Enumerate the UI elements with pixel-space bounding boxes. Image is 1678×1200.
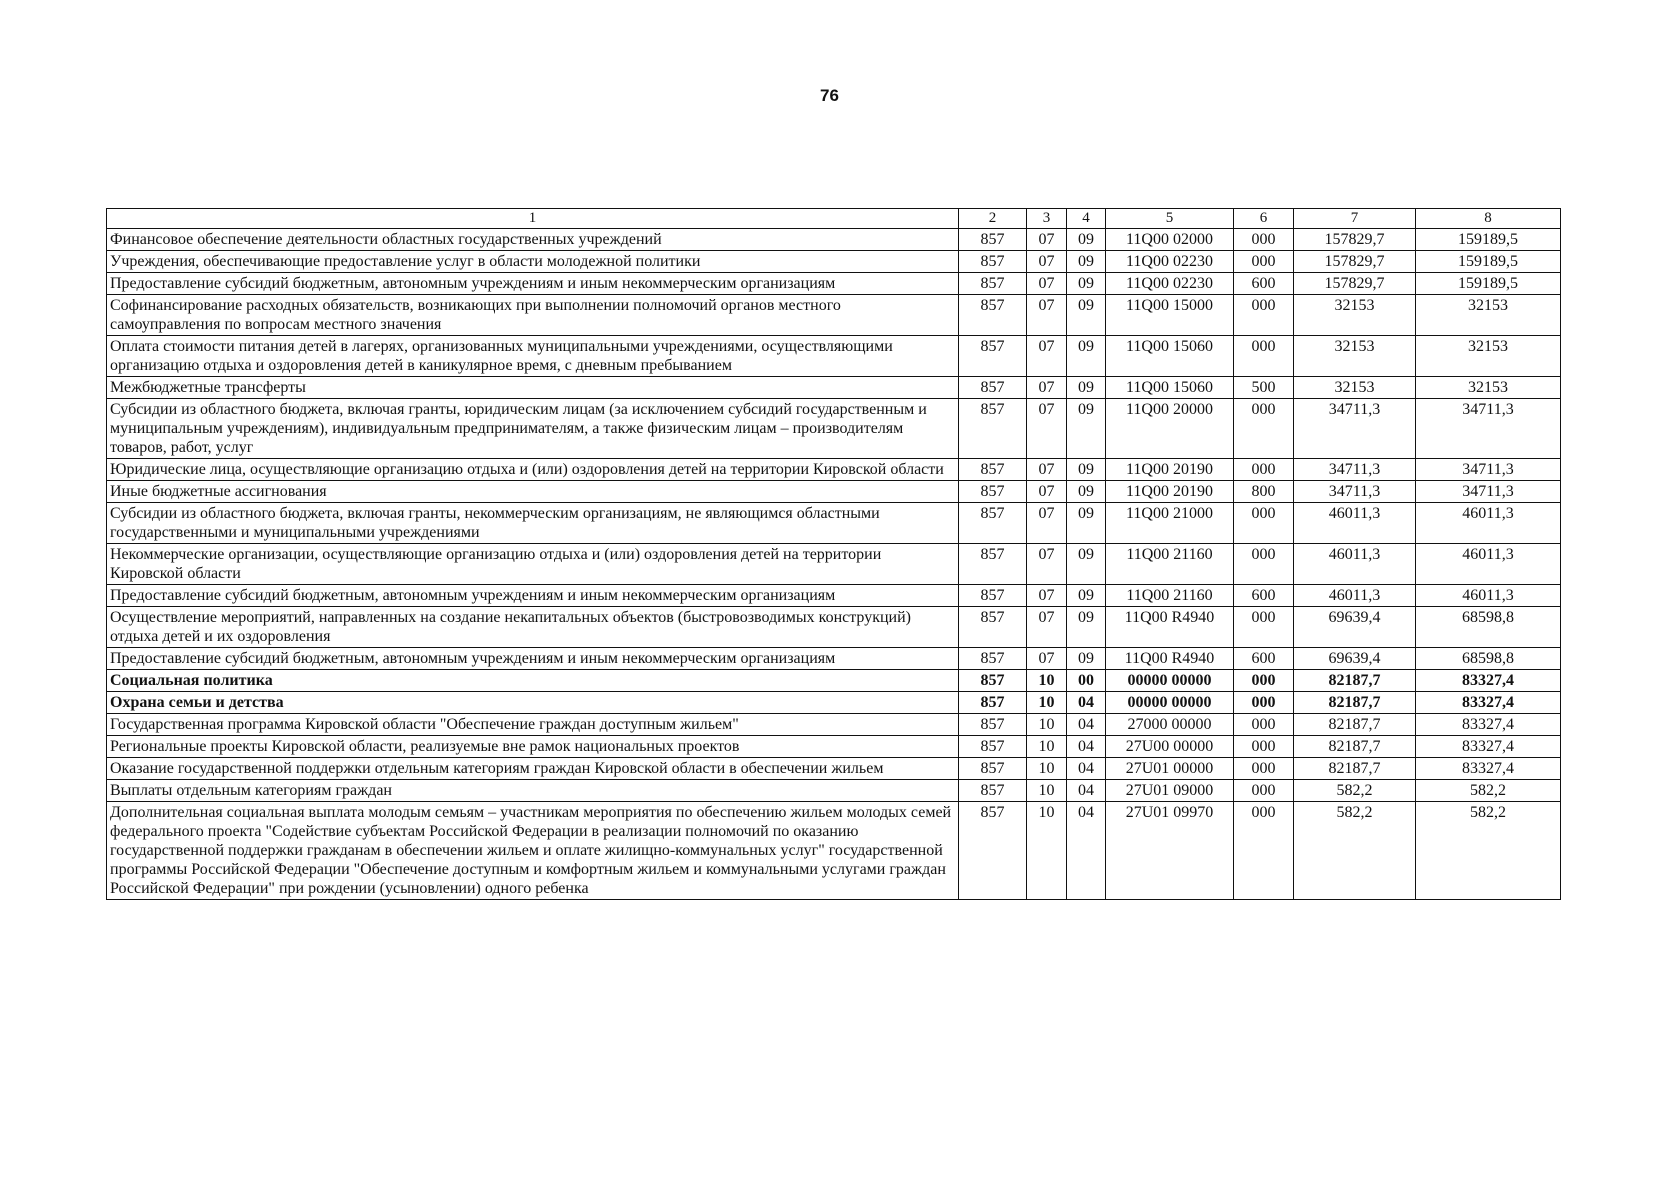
amount-year2-cell: 34711,3 [1416,399,1561,459]
row-name-cell: Субсидии из областного бюджета, включая гранты, юридическим лицам (за исключением субсидий государственным и муниципальным учреждениям), индивидуальным предпринимателям, а также физическим лицам – производителям товаров, работ, услуг [107,399,959,459]
target-article-cell: 11Q00 21160 [1106,544,1234,585]
amount-year2-cell: 83327,4 [1416,758,1561,780]
amount-year2-cell: 83327,4 [1416,714,1561,736]
subsection-cell: 04 [1067,692,1106,714]
expense-type-cell: 800 [1234,481,1294,503]
code-cell: 857 [959,714,1027,736]
section-cell: 07 [1027,377,1067,399]
subsection-cell: 09 [1067,273,1106,295]
section-cell: 10 [1027,736,1067,758]
header-cell: 1 [107,209,959,229]
section-cell: 07 [1027,295,1067,336]
target-article-cell: 00000 00000 [1106,692,1234,714]
section-cell: 07 [1027,273,1067,295]
amount-year2-cell: 68598,8 [1416,648,1561,670]
table-row [107,670,1561,692]
section-cell: 07 [1027,481,1067,503]
table-row [107,758,1561,780]
amount-year2-cell: 159189,5 [1416,251,1561,273]
code-cell: 857 [959,503,1027,544]
code-cell: 857 [959,736,1027,758]
subsection-cell: 09 [1067,481,1106,503]
amount-year2-cell: 32153 [1416,295,1561,336]
expense-type-cell: 000 [1234,503,1294,544]
expense-type-cell: 000 [1234,802,1294,900]
table-row [107,229,1561,251]
amount-year1-cell: 32153 [1294,336,1416,377]
amount-year1-cell: 46011,3 [1294,544,1416,585]
section-cell: 07 [1027,503,1067,544]
section-cell: 07 [1027,544,1067,585]
row-name-cell: Юридические лица, осуществляющие организацию отдыха и (или) оздоровления детей на территории Кировской области [107,459,959,481]
section-cell: 07 [1027,648,1067,670]
subsection-cell: 09 [1067,585,1106,607]
table-row [107,780,1561,802]
subsection-cell: 09 [1067,251,1106,273]
header-cell: 8 [1416,209,1561,229]
amount-year2-cell: 32153 [1416,336,1561,377]
table-row [107,714,1561,736]
section-cell: 07 [1027,229,1067,251]
amount-year1-cell: 34711,3 [1294,459,1416,481]
subsection-cell: 09 [1067,399,1106,459]
amount-year2-cell: 32153 [1416,377,1561,399]
amount-year1-cell: 69639,4 [1294,607,1416,648]
header-cell: 6 [1234,209,1294,229]
code-cell: 857 [959,273,1027,295]
row-name-cell: Предоставление субсидий бюджетным, автономным учреждениям и иным некоммерческим организациям [107,585,959,607]
target-article-cell: 00000 00000 [1106,670,1234,692]
section-cell: 10 [1027,692,1067,714]
expense-type-cell: 000 [1234,459,1294,481]
subsection-cell: 09 [1067,377,1106,399]
row-name-cell: Дополнительная социальная выплата молодым семьям – участникам мероприятия по обеспечению жильем молодых семей федерального проекта "Содействие субъектам Российской Федерации в реализации полномочий по оказанию государственной поддержки гражданам в обеспечении жильем и оплате жилищно-коммунальных услуг" государственной программы Российской Федерации "Обеспечение доступным и комфортным жильем и коммунальными услугами граждан Российской Федерации" при рождении (усыновлении) одного ребенка [107,802,959,900]
section-cell: 10 [1027,802,1067,900]
code-cell: 857 [959,692,1027,714]
row-name-cell: Субсидии из областного бюджета, включая гранты, некоммерческим организациям, не являющимся областными государственными и муниципальными учреждениями [107,503,959,544]
code-cell: 857 [959,229,1027,251]
table-row [107,295,1561,336]
header-cell: 4 [1067,209,1106,229]
code-cell: 857 [959,670,1027,692]
target-article-cell: 11Q00 02230 [1106,251,1234,273]
table-row [107,585,1561,607]
amount-year2-cell: 582,2 [1416,780,1561,802]
table-body [107,229,1561,900]
subsection-cell: 09 [1067,229,1106,251]
table-row [107,399,1561,459]
expense-type-cell: 000 [1234,780,1294,802]
table-row [107,377,1561,399]
target-article-cell: 11Q00 21160 [1106,585,1234,607]
subsection-cell: 09 [1067,295,1106,336]
amount-year1-cell: 46011,3 [1294,503,1416,544]
subsection-cell: 00 [1067,670,1106,692]
section-cell: 07 [1027,607,1067,648]
amount-year1-cell: 46011,3 [1294,585,1416,607]
code-cell: 857 [959,607,1027,648]
code-cell: 857 [959,399,1027,459]
target-article-cell: 11Q00 20000 [1106,399,1234,459]
amount-year2-cell: 34711,3 [1416,459,1561,481]
row-name-cell: Оплата стоимости питания детей в лагерях, организованных муниципальными учреждениями, осуществляющими организацию отдыха и оздоровления детей в каникулярное время, с дневным пребыванием [107,336,959,377]
row-name-cell: Осуществление мероприятий, направленных на создание некапитальных объектов (быстровозводимых конструкций) отдыха детей и их оздоровления [107,607,959,648]
subsection-cell: 04 [1067,758,1106,780]
target-article-cell: 11Q00 R4940 [1106,607,1234,648]
subsection-cell: 04 [1067,780,1106,802]
subsection-cell: 09 [1067,503,1106,544]
target-article-cell: 11Q00 15060 [1106,336,1234,377]
expense-type-cell: 600 [1234,585,1294,607]
target-article-cell: 11Q00 02000 [1106,229,1234,251]
expense-type-cell: 000 [1234,692,1294,714]
expense-type-cell: 600 [1234,273,1294,295]
amount-year1-cell: 82187,7 [1294,670,1416,692]
table-row [107,273,1561,295]
expense-type-cell: 000 [1234,736,1294,758]
expense-type-cell: 000 [1234,714,1294,736]
page-number: 76 [820,86,839,105]
code-cell: 857 [959,780,1027,802]
row-name-cell: Межбюджетные трансферты [107,377,959,399]
row-name-cell: Оказание государственной поддержки отдельным категориям граждан Кировской области в обеспечении жильем [107,758,959,780]
table-row [107,802,1561,900]
code-cell: 857 [959,544,1027,585]
section-cell: 07 [1027,585,1067,607]
subsection-cell: 09 [1067,336,1106,377]
target-article-cell: 11Q00 20190 [1106,481,1234,503]
amount-year1-cell: 32153 [1294,295,1416,336]
table-row [107,503,1561,544]
amount-year2-cell: 46011,3 [1416,503,1561,544]
expense-type-cell: 000 [1234,607,1294,648]
expense-type-cell: 000 [1234,229,1294,251]
code-cell: 857 [959,758,1027,780]
row-name-cell: Охрана семьи и детства [107,692,959,714]
expense-type-cell: 000 [1234,758,1294,780]
target-article-cell: 11Q00 02230 [1106,273,1234,295]
amount-year2-cell: 83327,4 [1416,692,1561,714]
amount-year2-cell: 83327,4 [1416,670,1561,692]
row-name-cell: Предоставление субсидий бюджетным, автономным учреждениям и иным некоммерческим организациям [107,273,959,295]
amount-year2-cell: 34711,3 [1416,481,1561,503]
row-name-cell: Предоставление субсидий бюджетным, автономным учреждениям и иным некоммерческим организациям [107,648,959,670]
target-article-cell: 11Q00 15000 [1106,295,1234,336]
expense-type-cell: 500 [1234,377,1294,399]
section-cell: 10 [1027,670,1067,692]
row-name-cell: Некоммерческие организации, осуществляющие организацию отдыха и (или) оздоровления детей на территории Кировской области [107,544,959,585]
section-cell: 10 [1027,714,1067,736]
code-cell: 857 [959,377,1027,399]
section-cell: 07 [1027,399,1067,459]
row-name-cell: Выплаты отдельным категориям граждан [107,780,959,802]
header-cell: 3 [1027,209,1067,229]
subsection-cell: 04 [1067,736,1106,758]
table-row [107,251,1561,273]
amount-year2-cell: 83327,4 [1416,736,1561,758]
row-name-cell: Социальная политика [107,670,959,692]
expense-type-cell: 000 [1234,670,1294,692]
amount-year1-cell: 82187,7 [1294,714,1416,736]
amount-year1-cell: 82187,7 [1294,736,1416,758]
table-row [107,607,1561,648]
amount-year1-cell: 32153 [1294,377,1416,399]
amount-year1-cell: 82187,7 [1294,692,1416,714]
table-row [107,459,1561,481]
amount-year1-cell: 34711,3 [1294,481,1416,503]
budget-table [106,208,1561,900]
target-article-cell: 27U00 00000 [1106,736,1234,758]
row-name-cell: Иные бюджетные ассигнования [107,481,959,503]
amount-year2-cell: 46011,3 [1416,544,1561,585]
subsection-cell: 09 [1067,544,1106,585]
amount-year1-cell: 157829,7 [1294,273,1416,295]
target-article-cell: 27000 00000 [1106,714,1234,736]
amount-year1-cell: 157829,7 [1294,251,1416,273]
table-row [107,736,1561,758]
amount-year2-cell: 159189,5 [1416,229,1561,251]
amount-year1-cell: 82187,7 [1294,758,1416,780]
section-cell: 10 [1027,780,1067,802]
expense-type-cell: 000 [1234,544,1294,585]
code-cell: 857 [959,481,1027,503]
table-row [107,336,1561,377]
amount-year1-cell: 34711,3 [1294,399,1416,459]
amount-year1-cell: 582,2 [1294,780,1416,802]
row-name-cell: Региональные проекты Кировской области, реализуемые вне рамок национальных проектов [107,736,959,758]
section-cell: 07 [1027,251,1067,273]
target-article-cell: 11Q00 R4940 [1106,648,1234,670]
table-row [107,481,1561,503]
code-cell: 857 [959,295,1027,336]
table-row [107,544,1561,585]
expense-type-cell: 000 [1234,251,1294,273]
header-cell: 7 [1294,209,1416,229]
code-cell: 857 [959,585,1027,607]
row-name-cell: Учреждения, обеспечивающие предоставление услуг в области молодежной политики [107,251,959,273]
table-row [107,648,1561,670]
section-cell: 07 [1027,459,1067,481]
subsection-cell: 09 [1067,459,1106,481]
target-article-cell: 11Q00 15060 [1106,377,1234,399]
code-cell: 857 [959,802,1027,900]
row-name-cell: Финансовое обеспечение деятельности областных государственных учреждений [107,229,959,251]
target-article-cell: 27U01 09000 [1106,780,1234,802]
code-cell: 857 [959,459,1027,481]
expense-type-cell: 000 [1234,399,1294,459]
table-row [107,692,1561,714]
target-article-cell: 11Q00 21000 [1106,503,1234,544]
code-cell: 857 [959,251,1027,273]
header-cell: 2 [959,209,1027,229]
expense-type-cell: 000 [1234,295,1294,336]
subsection-cell: 09 [1067,607,1106,648]
row-name-cell: Софинансирование расходных обязательств, возникающих при выполнении полномочий органов местного самоуправления по вопросам местного значения [107,295,959,336]
amount-year2-cell: 46011,3 [1416,585,1561,607]
section-cell: 07 [1027,336,1067,377]
subsection-cell: 04 [1067,714,1106,736]
row-name-cell: Государственная программа Кировской области "Обеспечение граждан доступным жильем" [107,714,959,736]
expense-type-cell: 000 [1234,336,1294,377]
amount-year1-cell: 157829,7 [1294,229,1416,251]
target-article-cell: 27U01 00000 [1106,758,1234,780]
amount-year1-cell: 582,2 [1294,802,1416,900]
header-cell: 5 [1106,209,1234,229]
expense-type-cell: 600 [1234,648,1294,670]
amount-year2-cell: 159189,5 [1416,273,1561,295]
subsection-cell: 09 [1067,648,1106,670]
target-article-cell: 27U01 09970 [1106,802,1234,900]
section-cell: 10 [1027,758,1067,780]
amount-year2-cell: 68598,8 [1416,607,1561,648]
code-cell: 857 [959,648,1027,670]
amount-year2-cell: 582,2 [1416,802,1561,900]
subsection-cell: 04 [1067,802,1106,900]
code-cell: 857 [959,336,1027,377]
target-article-cell: 11Q00 20190 [1106,459,1234,481]
header-row [107,209,1561,229]
amount-year1-cell: 69639,4 [1294,648,1416,670]
